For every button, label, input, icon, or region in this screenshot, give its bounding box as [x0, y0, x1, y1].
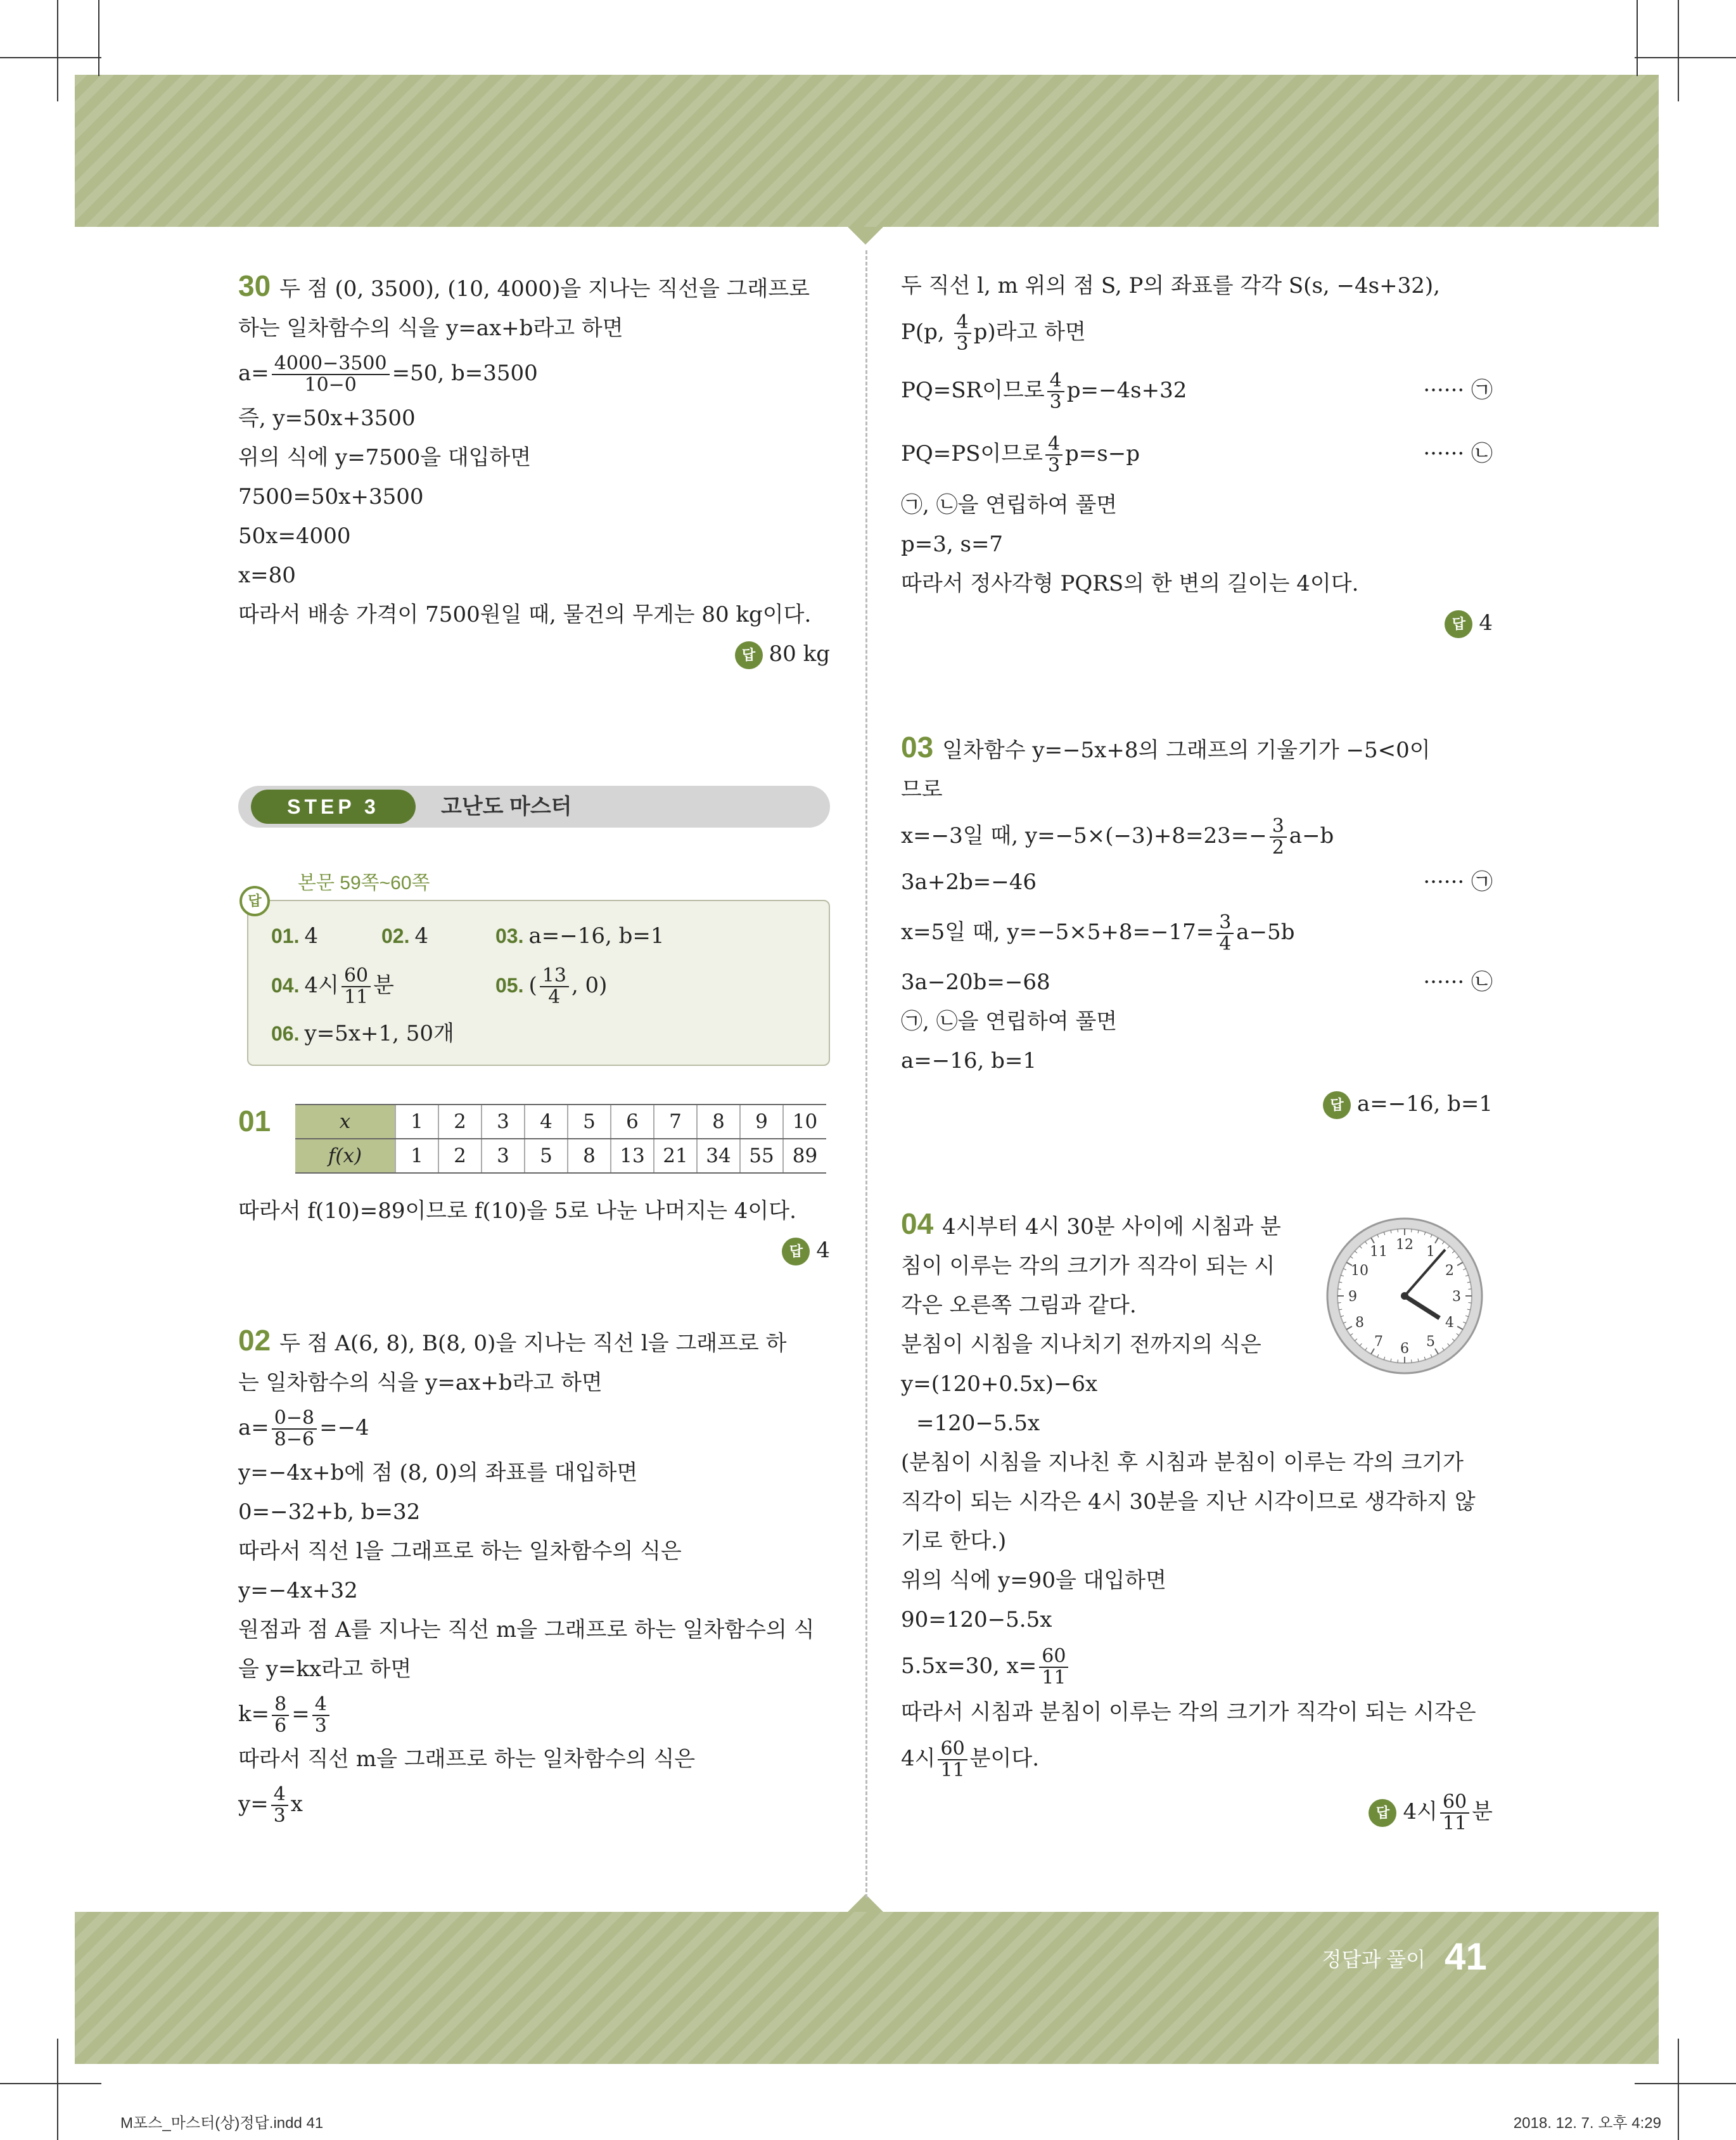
problem-line: y=−4x+32 — [238, 1578, 358, 1603]
answer-line: 답 4시 $\frac{60}{11}$ 분 — [901, 1785, 1493, 1838]
problem-02 — [238, 1321, 830, 1829]
fraction: $\frac{4}{3}$ — [1047, 371, 1064, 413]
problem-number: 04 — [901, 1207, 934, 1240]
problem-line: 0=−32+b, b=32 — [238, 1499, 421, 1525]
crop-mark — [0, 2083, 101, 2084]
fraction: $\frac{60}{11}$ — [341, 966, 371, 1008]
clock-tick — [1338, 1303, 1341, 1304]
problem-line: 분침이 시침을 지나치기 전까지의 식은 — [901, 1332, 1261, 1357]
problem-line: y=−4x+b에 점 (8, 0)의 좌표를 대입하면 — [238, 1460, 638, 1485]
table-cell: 7 — [654, 1105, 697, 1139]
equation-mark: ······ ㉡ — [1423, 970, 1493, 995]
step-bar — [238, 786, 830, 828]
formula-line: 3a+2b=−46 ······ ㉠ — [901, 862, 1493, 902]
fraction: $\frac{4}{3}$ — [271, 1784, 288, 1826]
problem-line: 기로 한다.) — [901, 1528, 1007, 1554]
table-cell: 9 — [740, 1105, 783, 1139]
crop-mark — [1678, 0, 1679, 101]
problem-line: (분침이 시침을 지나친 후 시침과 분침이 이루는 각의 크기가 — [901, 1450, 1464, 1475]
crop-mark — [0, 57, 101, 58]
fraction: $\frac{60}{11}$ — [1039, 1646, 1068, 1688]
answer-line: 답 a=−16, b=1 — [901, 1084, 1493, 1124]
problem-line: 50x=4000 — [238, 523, 351, 549]
fraction: $\frac{4000-3500}{10-0}$ — [272, 354, 390, 395]
formula-line: k= $\frac{8}{6}$ = $\frac{4}{3}$ — [238, 1689, 830, 1740]
problem-line: ㉠, ㉡을 연립하여 풀면 — [901, 492, 1118, 518]
problem-line: a=−16, b=1 — [901, 1048, 1037, 1073]
summary-item: 04. 4시 $\frac{60}{11}$ 분 — [271, 964, 395, 1008]
clock-numeral: 4 — [1445, 1315, 1455, 1331]
answer-badge: 답 — [735, 641, 763, 669]
crop-mark — [57, 0, 58, 101]
problem-line: 02 두 점 A(6, 8), B(8, 0)을 지나는 직선 l을 그래프로 하 — [238, 1324, 787, 1357]
crop-mark — [57, 2039, 58, 2140]
problem-number: 30 — [238, 269, 271, 302]
problem-line: 30 두 점 (0, 3500), (10, 4000)을 지나는 직선을 그래프로 — [238, 269, 810, 302]
table-cell: 3 — [482, 1105, 525, 1139]
footer-band — [75, 1912, 1659, 2064]
problem-line: ㉠, ㉡을 연립하여 풀면 — [901, 1009, 1118, 1034]
reference-pages: 본문 59쪽~60쪽 — [298, 873, 430, 894]
crop-mark — [98, 0, 99, 76]
problem-line: 원점과 점 A를 지나는 직선 m을 그래프로 하는 일차함수의 식 — [238, 1617, 815, 1643]
column-divider — [865, 250, 867, 1898]
table-cell: 21 — [654, 1139, 697, 1173]
problem-line: 따라서 f(10)=89이므로 f(10)을 5로 나눈 나머지는 4이다. — [238, 1198, 796, 1224]
fraction: $\frac{4}{3}$ — [954, 312, 971, 354]
summary-item: 05. ( $\frac{13}{4}$ , 0) — [495, 964, 608, 1008]
table-cell: 34 — [697, 1139, 740, 1173]
answer-badge: 답 — [1323, 1091, 1351, 1119]
clock-illustration — [1324, 1215, 1485, 1376]
fraction: $\frac{13}{4}$ — [540, 966, 569, 1008]
formula-line: 4시 $\frac{60}{11}$ 분이다. — [901, 1738, 1040, 1781]
print-date-info: 2018. 12. 7. 오후 4:29 — [1513, 2115, 1661, 2132]
problem-line: 03 일차함수 y=−5x+8의 그래프의 기울기가 −5<0이 — [901, 731, 1431, 764]
problem-line: 즉, y=50x+3500 — [238, 406, 416, 431]
problem-line: 하는 일차함수의 식을 y=ax+b라고 하면 — [238, 316, 623, 341]
problem-line: p=3, s=7 — [901, 532, 1004, 557]
table-header-cell: f(x) — [295, 1139, 395, 1173]
problem-line: 따라서 정사각형 PQRS의 한 변의 길이는 4이다. — [901, 571, 1359, 596]
problem-30 — [238, 266, 830, 674]
problem-number-line — [238, 1101, 279, 1144]
table-cell: 13 — [611, 1139, 654, 1173]
table-cell: 1 — [395, 1139, 438, 1173]
problem-line: 따라서 직선 l을 그래프로 하는 일차함수의 식은 — [238, 1539, 682, 1564]
fraction: $\frac{4}{3}$ — [1045, 434, 1063, 476]
table-header-cell: x — [295, 1105, 395, 1139]
fibonacci-table — [295, 1104, 826, 1174]
clock-tick — [1468, 1303, 1471, 1304]
table-cell: 4 — [525, 1105, 568, 1139]
clock-center — [1401, 1292, 1408, 1300]
answer-pencil-icon: 답 — [239, 886, 270, 916]
problem-line: 각은 오른쪽 그림과 같다. — [901, 1293, 1137, 1318]
clock-numeral: 5 — [1426, 1334, 1435, 1350]
problem-line: 90=120−5.5x — [901, 1607, 1052, 1632]
problem-line: =120−5.5x — [916, 1411, 1040, 1436]
answer-badge: 답 — [782, 1238, 810, 1265]
clock-numeral: 9 — [1348, 1289, 1357, 1305]
summary-item: 01. 4 — [271, 923, 319, 949]
crop-mark — [1635, 57, 1736, 58]
problem-number: 03 — [901, 731, 934, 764]
formula-line: 5.5x=30, x= $\frac{60}{11}$ — [901, 1639, 1493, 1693]
fraction: $\frac{60}{11}$ — [1440, 1792, 1469, 1834]
answer-line: 답 4 — [238, 1231, 830, 1270]
answer-badge: 답 — [1369, 1799, 1396, 1827]
problem-line: 는 일차함수의 식을 y=ax+b라고 하면 — [238, 1370, 603, 1395]
table-cell: 1 — [395, 1105, 438, 1139]
table-cell: 10 — [783, 1105, 826, 1139]
problem-line: 7500=50x+3500 — [238, 484, 424, 509]
problem-line: 므로 — [901, 777, 943, 802]
problem-02-continued — [901, 266, 1493, 643]
fraction: $\frac{60}{11}$ — [938, 1739, 967, 1781]
fraction: $\frac{0-8}{8-6}$ — [272, 1408, 317, 1450]
table-cell: 3 — [482, 1139, 525, 1173]
answer-line: 답 80 kg — [238, 634, 830, 674]
footer-label: 정답과 풀이 — [1322, 1948, 1426, 1971]
clock-numeral: 10 — [1350, 1263, 1369, 1279]
formula-line: P(p, $\frac{4}{3}$ p)라고 하면 — [901, 311, 1086, 355]
problem-line: 위의 식에 y=7500을 대입하면 — [238, 445, 532, 470]
step-title: 고난도 마스터 — [441, 795, 572, 819]
table-cell: 8 — [697, 1105, 740, 1139]
problem-line: 04 4시부터 4시 30분 사이에 시침과 분 — [901, 1207, 1281, 1240]
table-cell: 2 — [438, 1105, 482, 1139]
fraction: $\frac{4}{3}$ — [312, 1695, 329, 1736]
problem-line: 침이 이루는 각의 크기가 직각이 되는 시 — [901, 1253, 1275, 1279]
formula-line: y= $\frac{4}{3}$ x — [238, 1783, 303, 1827]
formula-line: PQ=SR이므로 $\frac{4}{3}$ p=−4s+32 ······ ㉠ — [901, 359, 1493, 422]
fraction: $\frac{3}{4}$ — [1216, 913, 1234, 954]
header-notch — [848, 227, 883, 245]
fraction: $\frac{8}{6}$ — [272, 1695, 289, 1736]
clock-numeral: 3 — [1452, 1289, 1461, 1305]
clock-numeral: 2 — [1445, 1263, 1455, 1279]
formula-line: x=−3일 때, y=−5×(−3)+8=23=− $\frac{3}{2}$ a−b — [901, 815, 1334, 859]
equation-mark: ······ ㉠ — [1423, 869, 1493, 895]
crop-mark — [1635, 2083, 1736, 2084]
problem-line: 위의 식에 y=90을 대입하면 — [901, 1568, 1166, 1593]
step-label: STEP 3 — [251, 790, 416, 824]
problem-03 — [901, 727, 1493, 1124]
clock-numeral: 11 — [1370, 1243, 1388, 1260]
clock-numeral: 6 — [1400, 1341, 1409, 1357]
formula-line: a= $\frac{0-8}{8-6}$ =−4 — [238, 1407, 369, 1451]
equation-mark: ······ ㉡ — [1423, 441, 1493, 466]
problem-line: 직각이 되는 시각은 4시 30분을 지난 시각이므로 생각하지 않 — [901, 1489, 1476, 1515]
clock-numeral: 7 — [1374, 1334, 1383, 1350]
answer-summary-box — [247, 900, 830, 1066]
fraction: $\frac{3}{2}$ — [1270, 816, 1287, 858]
problem-line: y=(120+0.5x)−6x — [901, 1371, 1098, 1397]
clock-numeral: 8 — [1355, 1315, 1364, 1331]
table-cell: 5 — [525, 1139, 568, 1173]
problem-line: x=80 — [238, 563, 296, 588]
crop-mark — [1678, 2039, 1679, 2140]
summary-item: 06. y=5x+1, 50개 — [271, 1021, 454, 1046]
clock-tick — [1338, 1289, 1341, 1290]
problem-line: 따라서 배송 가격이 7500원일 때, 물건의 무게는 80 kg이다. — [238, 602, 812, 627]
table-cell: 6 — [611, 1105, 654, 1139]
table-cell: 5 — [568, 1105, 611, 1139]
print-file-info: M포스_마스터(상)정답.indd 41 — [120, 2115, 324, 2132]
equation-mark: ······ ㉠ — [1423, 378, 1493, 403]
answer-badge: 답 — [1445, 610, 1472, 638]
problem-number: 01 — [238, 1105, 271, 1137]
clock-numeral: 12 — [1396, 1237, 1414, 1253]
problem-01-conclusion — [238, 1191, 830, 1270]
formula-line: 3a−20b=−68 ······ ㉡ — [901, 963, 1493, 1002]
table-cell: 55 — [740, 1139, 783, 1173]
summary-item: 02. 4 — [381, 923, 429, 949]
table-cell: 89 — [783, 1139, 826, 1173]
summary-item: 03. a=−16, b=1 — [495, 923, 665, 949]
page-number: 41 — [1445, 1935, 1487, 1978]
problem-line: 따라서 시침과 분침이 이루는 각의 크기가 직각이 되는 시각은 — [901, 1700, 1476, 1725]
problem-number: 02 — [238, 1324, 271, 1357]
formula-line: PQ=PS이므로 $\frac{4}{3}$ p=s−p ······ ㉡ — [901, 422, 1493, 485]
table-cell: 2 — [438, 1139, 482, 1173]
problem-line: 두 직선 l, m 위의 점 S, P의 좌표를 각각 S(s, −4s+32), — [901, 273, 1440, 298]
problem-line: 따라서 직선 m을 그래프로 하는 일차함수의 식은 — [238, 1746, 696, 1772]
clock-numeral: 1 — [1426, 1243, 1435, 1260]
table-row — [295, 1139, 826, 1173]
formula-line: x=5일 때, y=−5×5+8=−17= $\frac{3}{4}$ a−5b — [901, 911, 1295, 955]
table-cell: 8 — [568, 1139, 611, 1173]
crop-mark — [1637, 0, 1638, 76]
problem-line: 을 y=kx라고 하면 — [238, 1656, 412, 1682]
header-band — [75, 75, 1659, 227]
clock-tick — [1468, 1289, 1471, 1290]
formula-line: a= $\frac{4000-3500}{10-0}$ =50, b=3500 — [238, 352, 538, 396]
table-row — [295, 1105, 826, 1139]
answer-line: 답 4 — [901, 603, 1493, 643]
